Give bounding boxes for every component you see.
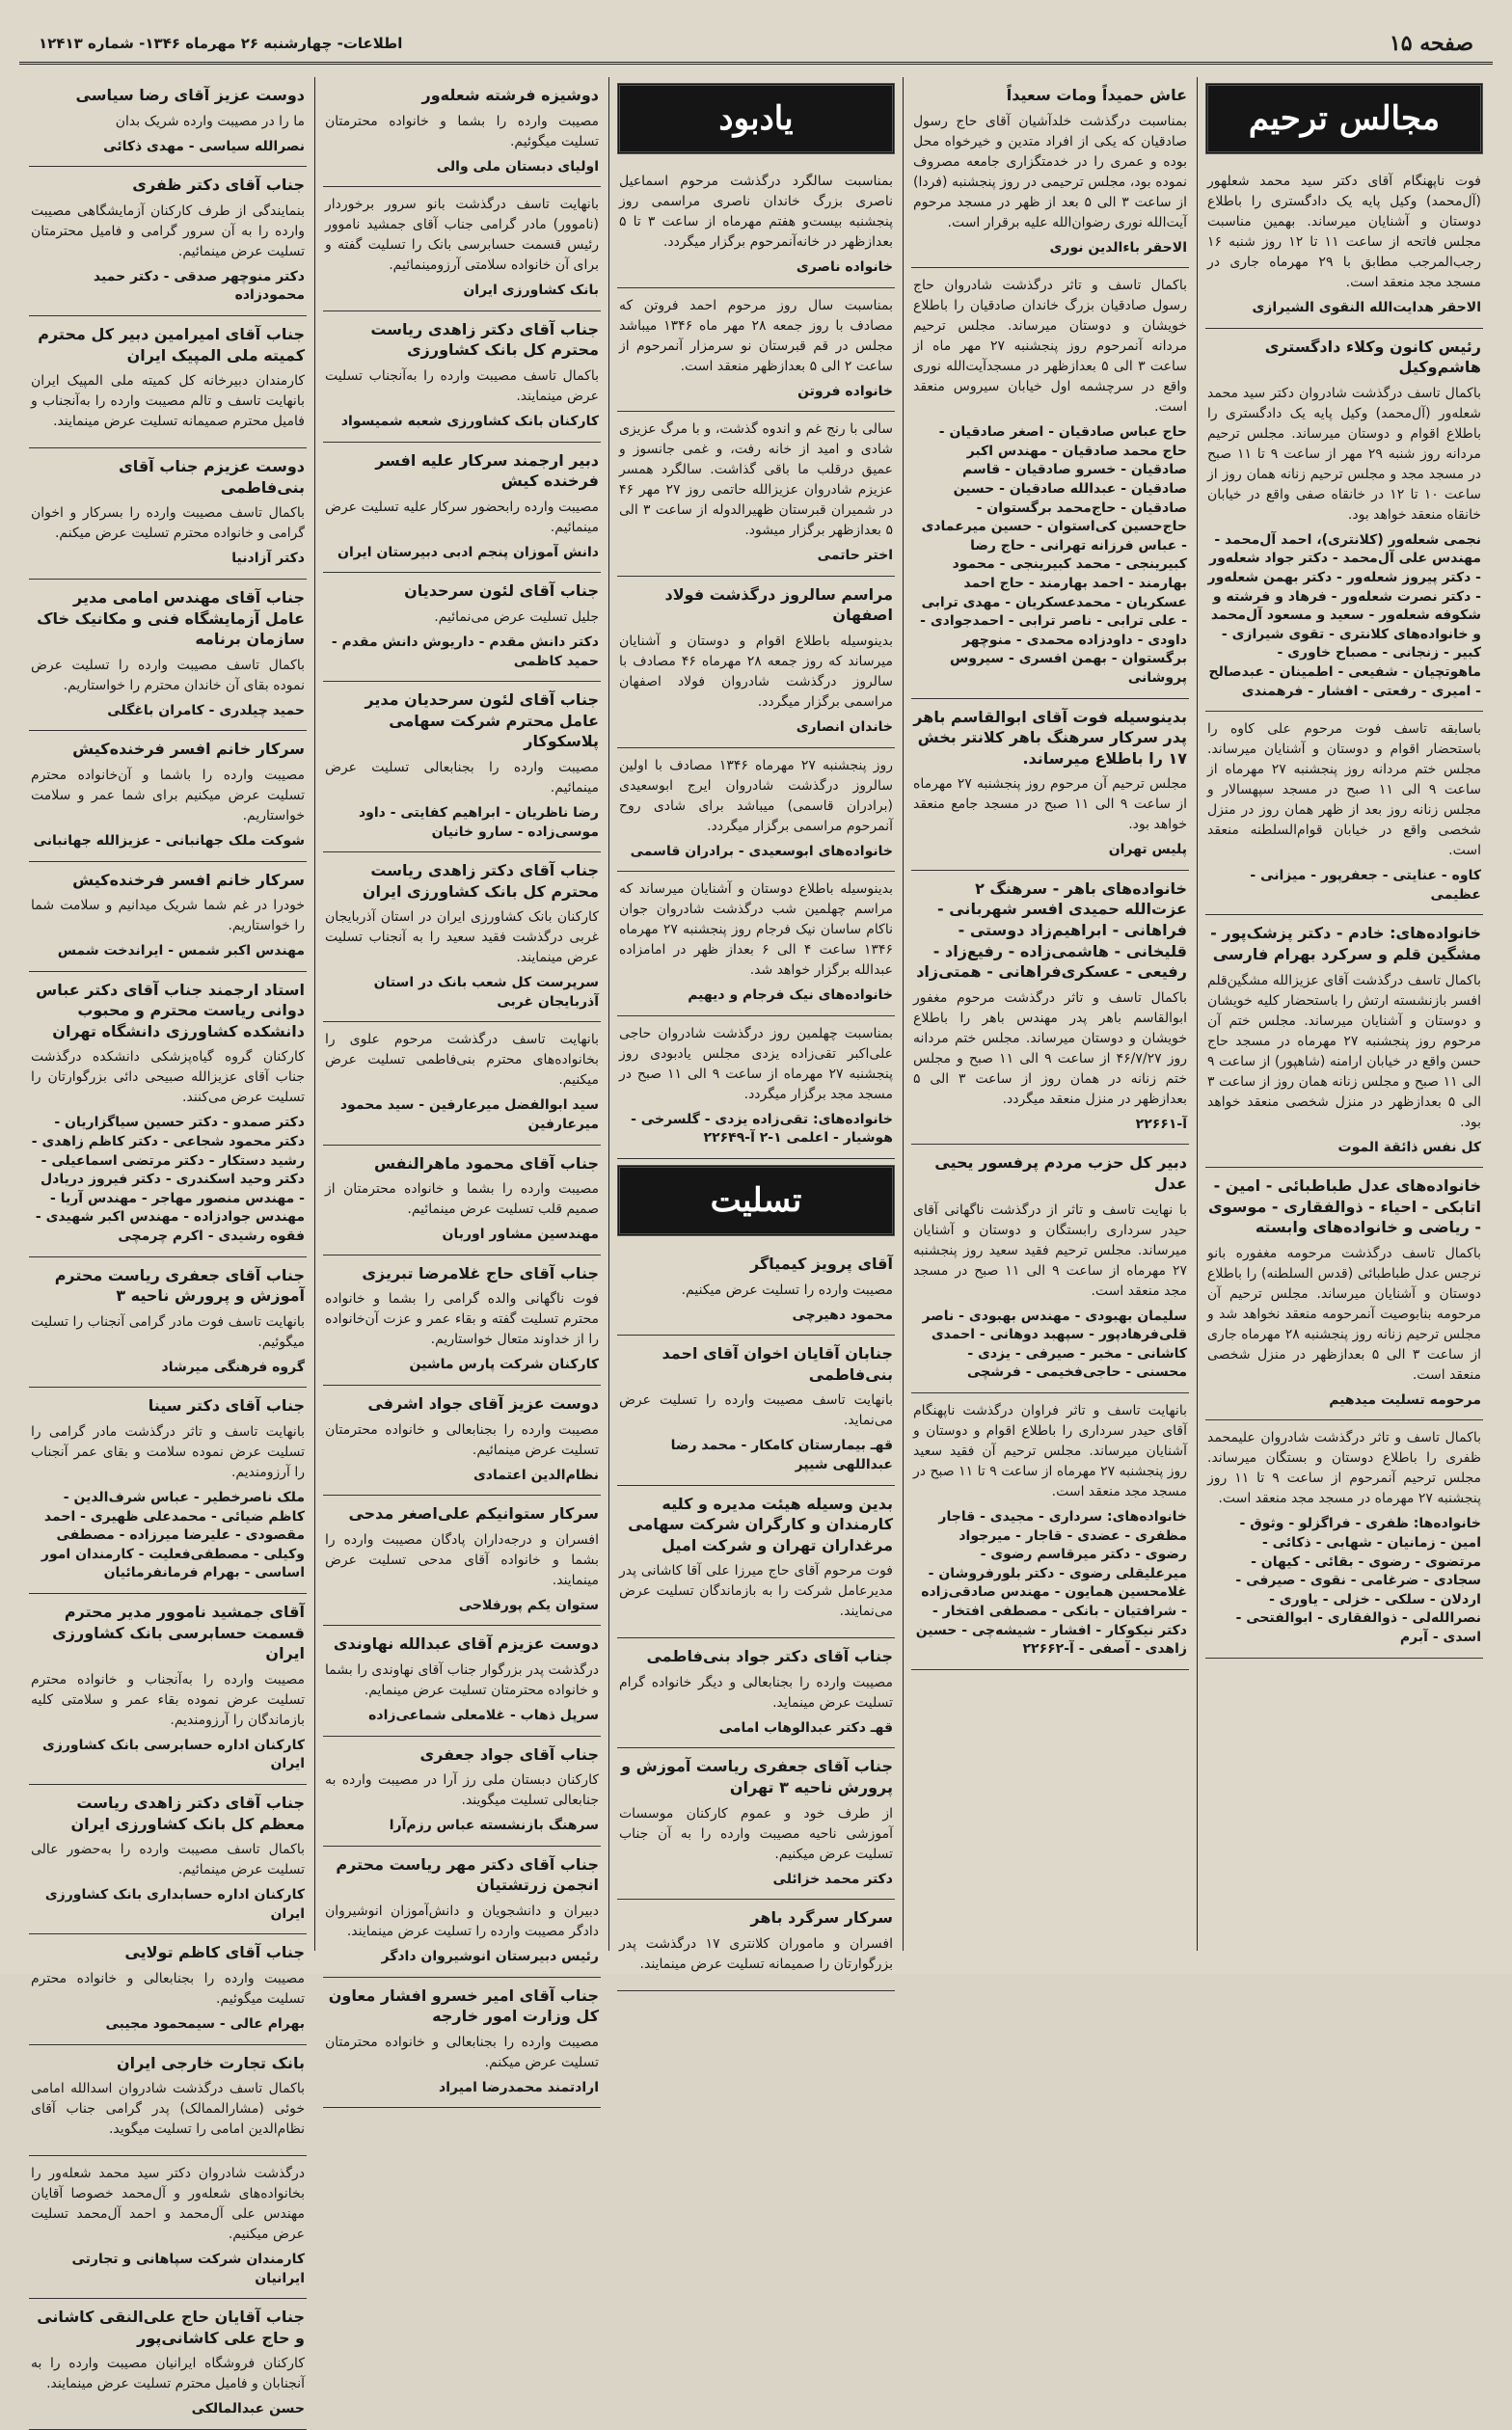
notice-title: جناب آقای دکتر زاهدی ریاست محترم کل بانک کشاورزی ایران [362,861,599,901]
notice-body: باکمال تاسف و تاثر درگذشت شادروان حاج رسول صادقیان بزرگ خاندان صادقیان را باطلاع خویشان و دوستان میرساند. مجلس ترحیم مردانه آنمرحوم روز پنجشنبه ۲۷ مهر ماه از ساعت ۳ الی ۵ بعدازظهر در مسجدآیت‌الله نوری واقع در سرچشمه اول خیابان سیروس منعقد است. [913,278,1187,416]
notice-title: بدین وسیله هیئت مدیره و کلیه کارمندان و کارگران شرکت سهامی مرغداران تهران و شرکت امیل [628,1494,893,1554]
notice-title: جناب آقای محمود ماهرالنفس [373,1153,599,1173]
notice-signature: محمود دهیرچی [792,1307,893,1323]
notice-signature: نجمی شعله‌ور (کلانتری)، احمد آل‌محمد - مهندس علی آل‌محمد - دکتر جواد شعله‌ور - دکتر پیروز شعله‌ور - دکتر بهمن شعله‌ور - دکتر نصرت شعله‌ور - فرهاد و فرشته و شکوفه شعله‌ور - سعید و مسعود آل‌محمد و خانواده‌های کلانتری - تقوی شیرازی - کبیر - زنجانی - مصباح خاوری - ماهوتچیان - شفیعی - اطمینان - عبدصالح - امیری - رفعتی - افشار - فرهمندی [1207,531,1481,699]
columns-container [21,77,1491,2417]
notice-title: دوست عزیزم جناب آقای بنی‌فاطمی [119,457,305,497]
notice-signature: کارکنان اداره حسابرسی بانک کشاورزی ایران [41,1737,305,1772]
notice-signature: ملک ناصرخطیر - عباس شرف‌الدین - کاظم ضیائی - محمدعلی ظهیری - احمد مقصودی - علیرضا میرزاده - مصطفی وکیلی - مصطفی‌فعلیت - کارمندان امور اساسی - بهرام فرمانفرمائیان [40,1490,305,1581]
notice [323,1386,601,1496]
notice-body: بانهایت تاسف درگذشت مرحوم علوی را بخانواده‌های محترم بنی‌فاطمی تسلیت عرض میکنیم. [325,1032,599,1089]
notice-title: دوشیزه فرشته شعله‌ور [421,86,599,104]
notice-body: باکمال تاسف و تاثر درگذشت مرحوم مغفور ابوالقاسم باهر پدر مهندس باهر را باطلاع خویشان و دوستان میرساند. مجلس ختم مردانه روز ۴۶/۷/۲۷ از ساعت ۹ الی ۱۱ صبح و مجلس ختم زنانه در همان روز از ساعت ۳ الی ۵ بعدازظهر در منزل منعقد میگردد. [913,989,1188,1107]
notice-body: مصیبت وارده را بجنابعالی و خانواده محترم تسلیت میگوئیم. [31,1970,305,2007]
notice [29,972,307,1257]
notice-title: خانواده‌های عدل طباطبائی - امین - اتابکی - احیاء - ذوالفقاری - موسوی - ریاضی و خانواده‌های وابسته [1207,1176,1481,1237]
notice-title: بدینوسیله فوت آقای ابوالقاسم باهر پدر سرکار سرهنگ باهر کلانتر بخش ۱۷ را باطلاع میرساند. [913,707,1187,768]
notice-body: فوت مرحوم آقای حاج میرزا علی آقا کاشانی پدر مدیرعامل شرکت را به بازماندگان تسلیت عرض می‌نمایند. [619,1563,893,1620]
notice [323,852,601,1022]
notice-body: باکمال تاسف درگذشت مرحومه مغفوره بانو نرجس عدل طباطبائی (قدس السلطنه) را باطلاع دوستان و آشنایان میرساند. مجلس ترحیم آن مرحومه بنابوصیت آنمرحومه منعقد نخواهد شد و مجلس ترحیم زنانه روز پنجشنبه ۲۸ مهرماه جاری از ساعت ۳ الی ۵ بعدازظهر در منزل شخصی منعقد است. [1207,1245,1481,1383]
notice-body: بنمایندگی از طرف کارکنان آزمایشگاهی مصیبت وارده را به آن سرور گرامی و فامیل محترمتان تسلیت عرض مینمائیم. [31,202,305,259]
notice-body: بمناسبت چهلمین روز درگذشت شادروان حاجی علی‌اکبر تقی‌زاده یزدی مجلس یادبودی روز پنجشنبه ۲۷ مهرماه از ساعت ۹ الی ۱۱ صبح در مسجد مجد برگزار میگردد. [619,1025,894,1102]
notice-body: باکمال تاسف مصیبت وارده را تسلیت عرض نموده بقای آن خاندان محترم را خواستاریم. [31,657,305,693]
notice-signature: خانواده ناصری [796,259,893,275]
column-4 [314,77,608,2095]
notice [323,1022,601,1145]
column-5 [21,77,314,2417]
notice [617,288,895,413]
notice-title: خانواده‌های: خادم - دکتر پزشک‌پور - مشگین قلم و سرکرد بهرام فارسی [1210,924,1481,963]
notice-signature: سرپل ذهاب - غلامعلی شماعی‌زاده [368,1708,599,1723]
notice-title: دوست عزیز آقای رضا سیاسی [75,86,305,104]
notice [617,872,895,1016]
notice-title: جناب آقای لئون سرحدیان مدیر عامل محترم شرکت سهامی پلاسکوکار [364,690,599,751]
notice-body: مصیبت وارده را بشما و خانواده محترمتان تسلیت میگوئیم. [325,113,599,149]
notice-body: مصیبت وارده را بجنابعالی و خانواده محترمتان تسلیت عرض میکنم. [325,2034,599,2070]
notice [911,1145,1189,1393]
notice-body: با نهایت تاسف و تاثر از درگذشت ناگهانی آقای حیدر سرداری رابستگان و دوستان و آشنایان میرساند. مجلس ترحیم فقید سعید روز پنجشنبه ۲۷ مهرماه از ساعت ۹ الی ۱۱ صبح در مسجد مجد منعقد است. [913,1202,1187,1299]
notice [323,1146,601,1256]
notice-body: فوت ناپهنگام آقای دکتر سید محمد شعلهور (آل‌محمد) وکیل پایه یک دادگستری را باطلاع دوستان و آشنایان میرساند. بهمین مناسبت مجلس فاتحه از ساعت ۱۱ تا ۱۲ روز شنبه ۱۶ رجب‌المرجب مطابق با ۲۹ مهرماه جاری در مسجد مجد منعقد است. [1207,174,1482,290]
notice-title: سرکار ستوانیکم علی‌اصغر مدحی [348,1504,599,1524]
notice [323,682,601,852]
notice-body: مصیبت وارده را بجنابعالی تسلیت عرض مینمائیم. [325,759,599,796]
notice-title: دبیر ارجمند سرکار علیه افسر فرخنده کیش [375,450,599,491]
notice-signature: دکتر صمدو - دکتر حسین سیاگزاریان - دکتر محمود شجاعی - دکتر کاظم زاهدی - رشید دستکار - دکتر مرتضی اسماعیلی - دکتر وحید اسکندری - دکتر فیروز دریادل - مهندس منصور مهاجر - مهندس آریا - مهندس جوادزاده - مهندس اکبر شهیدی - فقوه رشیدی - اکرم چرمچی [31,1115,305,1245]
masthead [19,29,1493,65]
notice [617,1486,895,1639]
notice-signature: حسن عبدالمالکی [191,2401,305,2417]
section-banner: یادبود [617,83,895,154]
notice-title: جناب آقای دکتر سینا [148,1396,305,1416]
notice-body: بانهایت تاسف و تاثر فراوان درگذشت ناپهنگام آقای حیدر سرداری را باطلاع اقوام و دوستان و آشنایان میرساند. مجلس ترحیم آن فقید سعید روز پنجشنبه ۲۷ مهرماه از ساعت ۹ تا ۱۱ صبح در مسجد مجد منعقد است. [913,1403,1188,1499]
notice-title: آقای جمشید ناموور مدیر محترم قسمت حسابرسی بانک کشاورزی ایران [52,1602,305,1663]
notice-signature: قهـ بیمارستان کامکار - محمد رضا عبداللهی شیپر [670,1438,893,1472]
notice-signature: سید ابوالفضل میرعارفین - سید محمود میرعارفین [339,1097,599,1133]
notice [29,1388,307,1594]
notice-signature: مهندس اکبر شمس - ایراندخت شمس [57,943,305,959]
notice-body: بدینوسیله باطلاع دوستان و آشنایان میرساند که مراسم چهلمین شب درگذشت شادروان جوان ناکام ساسان نیک فرجام روز پنجشنبه ۲۷ مهرماه ۱۳۴۶ ساعت ۴ الی ۶ بعداز ظهر در امامزاده عبدالله برگزار خواهد شد. [619,881,894,979]
notice-signature: اختر حاتمی [817,548,893,564]
notice [1205,915,1483,1168]
notice-body: باکمال تاسف درگذشت شادروان دکتر سید محمد شعله‌ور (آل‌محمد) وکیل پایه یک دادگستری را باطلاع اقوام و دوستان میرساند. مجلس ترحیم مردانه روز شنبه ۲۹ مهر از ساعت ۹ تا ۱۱ صبح در مسجد مجد و مجلس ترحیم زنانه همان روز از ساعت ۱۰ تا ۱۲ در خانقاه صفی واقع در خیابان خانقاه منعقد خواهد بود. [1207,385,1482,523]
notice [323,187,601,311]
notice-body: کارکنان فروشگاه ایرانیان مصیبت وارده را به آنجنابان و فامیل محترم تسلیت عرض مینمایند. [31,2356,305,2392]
notice-body: بانهایت تاسف درگذشت بانو سرور برخوردار (ناموور) مادر گرامی جناب آقای جمشید ناموور رئیس قسمت حسابرسی بانک را تسلیت گفته و برای آن خانواده سلامتی آرزومینمائیم. [325,197,599,274]
notice [323,1978,601,2109]
notice-signature: الاحقر هدایت‌الله النقوی الشیرازی [1252,300,1481,315]
notice [323,1737,601,1847]
notice-title: جناب آقای دکتر مهر ریاست محترم انجمن زرتشتیان [336,1854,599,1895]
column-3 [608,77,903,1972]
notice-body: باکمال تاسف و تاثر درگذشت شادروان علیمحمد ظفری را باطلاع دوستان و بستگان میرساند. مجلس ترحیم آنمرحوم از ساعت ۹ تا ۱۱ روز پنجشنبه ۲۷ مهرماه در مسجد مجد منعقد است. [1207,1430,1481,1507]
notice-signature: کارکنان بانک کشاورزی شعبه شمیسواد [340,413,599,429]
notice [323,1847,601,1978]
notice-signature: حاج عباس صادقیان - اصغر صادقیان - حاج محمد صادقیان - مهندس اکبر صادقیان - خسرو صادقیان - قاسم صادقیان - عبدالله صادقیان - حسین صادقیان - حاج‌محمد برگستوان - حاج‌حسین کی‌استوان - حسین میرعمادی - عباس فرزانه تهرانی - حاج رضا کبیرینجی - محمد کبیرینجی - محمود بهارمند - احمد بهارمند - حاج احمد عسکریان - محمدعسکریان - مهدی ترابی - علی ترابی - ناصر ترابی - احمدجوادی - داودی - داودزاده محمدی - منوچهر برگستوان - بهمن افسری - سیروس پروشانی [920,424,1187,686]
notice [1205,329,1483,713]
notice-signature: دانش آموزان پنجم ادبی دبیرستان ایران [338,544,599,560]
notice-body: دبیران و دانشجویان و دانش‌آموزان انوشیروان دادگر مصیبت وارده را تسلیت عرض مینمایند. [325,1903,599,1939]
notice [29,77,307,167]
notice-body: بانهایت تاسف و تاثر درگذشت مادر گرامی را تسلیت عرض نموده سلامت و بقای عمر آنجناب را آرزومندیم. [31,1424,305,1480]
notice-body: باسابقه تاسف فوت مرحوم علی کاوه را باستحضار اقوام و دوستان و آشنایان میرساند. مجلس ختم مردانه روز پنجشنبه ۲۷ مهرماه از ساعت ۹ الی ۱۱ صبح در مسجد سپهسالار و مجلس زنانه روز بعد از ظهر همان روز در منزل شخصی واقع در خیابان قوام‌السلطنه منعقد است. [1207,721,1481,859]
dateline: اطلاعات- چهارشنبه ۲۶ مهرماه ۱۳۴۶- شماره ۱۲۴۱۳ [39,35,403,52]
notice-title: دبیر کل حزب مردم پرفسور یحیی عدل [934,1153,1187,1194]
notice-body: کارکنان دبستان ملی رز آرا در مصیبت وارده به جنابعالی تسلیت میگویند. [325,1772,599,1809]
notice-signature: خانواده‌ها: ظفری - فراگزلو - وثوق - امین - زمانیان - شهابی - ذکائی - مرتضوی - رضوی - بقائی - کیهان - سجادی - ضرغامی - نقوی - صیرفی - اردلان - سلکی - خزلی - یاوری - نصرالله‌لی - ذوالفقاری - ابوالفتحی - اسدی - آبرم [1235,1516,1481,1646]
notice-title: آقای پرویز کیمیاگر [750,1254,893,1273]
notice [323,573,601,682]
notice-title: جناب آقای دکتر زاهدی ریاست محترم کل بانک کشاورزی [370,319,599,360]
notice-title: سرکار خانم افسر فرخنده‌کیش [72,740,305,759]
section-banner: تسلیت [617,1165,895,1236]
notice [911,77,1189,268]
notice-body: خودرا در غم شما شریک میدانیم و سلامت شما را خواستاریم. [31,898,305,934]
notice-title: جناب آقایان حاج علی‌النقی کاشانی و حاج علی کاشانی‌پور [37,2308,305,2347]
notice [29,1257,307,1389]
notice [29,2156,307,2299]
notice-body: مصیبت وارده را بجنابعالی و دیگر خانواده گرام تسلیت عرض مینماید. [619,1674,893,1711]
notice-signature: دکتر منوچهر صدقی - دکتر حمید محمودزاده [93,268,305,304]
notice-body: کارکنان گروه گیاه‌پزشکی دانشکده درگذشت جناب آقای عزیزالله صبیحی دائی بزرگوارتان را تسلیت عرض می‌کنند. [31,1049,305,1106]
notice-body: جلیل تسلیت عرض می‌نمائیم. [434,608,599,625]
notice-title: سرکار خانم افسر فرخنده‌کیش [72,870,305,889]
notice-signature: مرحومه تسلیت میدهیم [1329,1391,1481,1408]
notice-signature: پلیس تهران [1108,842,1187,858]
notice-signature: کارکنان اداره حسابداری بانک کشاورزی ایران [44,1887,305,1922]
notice-body: بدینوسیله باطلاع اقوام و دوستان و آشنایان میرساند که روز جمعه ۲۸ مهرماه ۴۶ مصادف با سالروز درگذشت شادروان فولاد اصفهان مراسمی برگزار میگردد. [619,633,894,710]
notice-title: خانواده‌های باهر - سرهنگ ۲ عزت‌الله حمیدی افسر شهربانی - فراهانی - ابراهیم‌زاد دوستی - قلیخانی - هاشمی‌زاده - رفیع‌زاد - رفیعی - عسکری‌فراهانی - همتی‌زاد [916,878,1187,982]
column-1 [1197,77,1491,1951]
notice-title: جناب آقای حاج غلامرضا تبریزی [362,1263,599,1282]
notice-signature: خاندان انصاری [796,718,893,735]
notice-body: مصیبت وارده رابحضور سرکار علیه تسلیت عرض مینمائیم. [325,499,599,535]
notice-signature: کاوه - عنایتی - جعفرپور - میزانی - عظیمی [1250,868,1481,903]
notice [323,1626,601,1736]
notice [29,580,307,731]
notice [29,316,307,448]
notice [617,1246,895,1336]
notice-body: مصیبت وارده را به‌آنجناب و خانواده محترم تسلیت عرض نموده بقاء عمر و سلامتی کلیه بازماندگان را آرزومندیم. [31,1671,305,1728]
notice-body: باکمال تاسف درگذشت آقای عزیزالله مشگین‌قلم افسر بازنشسته ارتش را باستحضار کلیه خویشان و دوستان و آشنایان میرساند. مجلس ختم آن مرحوم روز پنجشنبه ۲۷ مهرماه در مسجد حاج حسن واقع در خیابان ارامنه (شاهپور) از ساعت ۹ الی ۱۱ صبح و مجلس زنانه همان روز از ساعت ۳ الی ۵ بعدازظهر در منزل شخصی منعقد خواهد بود. [1207,972,1482,1130]
notice-title: دوست عزیز آقای جواد اشرفی [367,1394,599,1414]
notice-title: جناب آقای مهندس امامی مدیر عامل آزمایشگاه فنی و مکانیک خاک سازمان برنامه [37,587,305,649]
notice-body: افسران و درجه‌داران پادگان مصیبت وارده را بشما و خانواده آقای مدحی تسلیت عرض مینمایند. [325,1531,599,1588]
notice [617,577,895,748]
notice [617,1016,895,1159]
notice-signature: خانواده فروتن [797,383,893,399]
notice-body: مصیبت وارده را باشما و آن‌خانواده محترم تسلیت عرض میکنیم برای شما عمر و سلامت خواستاریم. [31,767,305,824]
notice [617,1638,895,1748]
notice-body: افسران و ماموران کلانتری ۱۷ درگذشت پدر بزرگوارتان را صمیمانه تسلیت عرض مینمایند. [619,1935,893,1972]
notice-title: عاش حمیداً ومات سعیداً [1006,86,1187,104]
notice [1205,712,1483,915]
notice-body: کارکنان بانک کشاورزی ایران در استان آذربایجان غربی درگذشت فقید سعید را به آنجناب تسلیت عرض مینمایند. [325,909,599,966]
notice-signature: گروه فرهنگی میرشاد [161,1359,305,1375]
notice-body: مجلس ترحیم آن مرحوم روز پنجشنبه ۲۷ مهرماه از ساعت ۹ الی ۱۱ صبح در مسجد جامع منعقد خواهد بود. [913,776,1188,833]
notice-title: جناب آقای امیر خسرو افشار معاون کل وزارت امور خارجه [328,1985,599,2026]
notice [29,731,307,861]
notice-title: دوست عزیزم آقای عبدالله نهاوندی [333,1634,599,1654]
notice-body: ما را در مصیبت وارده شریک بدان [115,113,305,129]
notice-signature: بهرام عالی - سیمحمود مجیبی [105,2015,305,2032]
notice-title: بانک تجارت خارجی ایران [116,2053,305,2072]
notice [617,748,895,873]
notice-signature: مهندسین مشاور اوربان [442,1227,599,1243]
notice-body: روز پنجشنبه ۲۷ مهرماه ۱۳۴۶ مصادف با اولین سالروز درگذشت شادروان ایرج ابوسعیدی (برادران قاسمی) میباشد برای شادی روح آنمرحوم مراسمی برگزار میگردد. [619,757,893,834]
notice-signature: ستوان یکم پورفلاحی [458,1597,599,1613]
notice-signature: خانواده‌های نیک فرجام و دیهیم [688,987,893,1004]
notice-body: بمناسبت درگذشت خلدآشیان آقای حاج رسول صادقیان که یکی از افراد متدین و خیرخواه محل بوده و عمری را در خدمتگزاری جامعه مصروف نموده بود، مجلس ترحیمی در روز پنجشنبه (فردا) از ساعت ۳ الی ۵ بعد از ظهر در مسجد مرحوم آیت‌الله نوری رضوان‌الله علیه برقرار است. [913,113,1187,230]
notice-title: استاد ارجمند جناب آقای دکتر عباس دوانی ریاست محترم و محبوب دانشکده کشاورزی دانشگاه تهران [36,980,305,1040]
notice-signature: قهـ دکتر عبدالوهاب امامی [718,1719,893,1736]
notice-signature: خانواده‌های ابوسعیدی - برادران قاسمی [630,843,893,859]
notice-title: رئیس کانون وکلاء دادگستری هاشم‌وکیل [1264,337,1481,377]
notice-signature: دکتر دانش مقدم - داریوش دانش مقدم - حمید کاظمی [331,634,599,669]
notice [911,1393,1189,1670]
notice-body: بانهایت تاسف فوت مادر گرامی آنجناب را تسلیت میگوئیم. [31,1313,305,1350]
notice-body: مصیبت وارده را بجنابعالی و خانواده محترمتان تسلیت عرض مینمائیم. [325,1421,599,1458]
notice [29,2299,307,2430]
notice-body: کارمندان دبیرخانه کل کمیته ملی المپیک ایران بانهایت تاسف و تالم مصیبت وارده را به‌آنجناب و فامیل محترم صمیمانه تسلیت عرض مینمایند. [31,373,305,430]
notice-body: مصیبت وارده را بشما و خانواده محترمتان از صمیم قلب تسلیت عرض مینمائیم. [325,1181,599,1218]
notice [911,699,1189,871]
notice [29,2045,307,2157]
notice [1205,164,1483,329]
notice-signature: دکتر محمد خزائلی [772,1871,893,1887]
notice-title: جناب آقای دکتر جواد بنی‌فاطمی [646,1647,893,1666]
notice [617,412,895,577]
notice [29,167,307,316]
notice-body: بانهایت تاسف مصیبت وارده را تسلیت عرض می‌نماید. [619,1392,893,1429]
notice-title: جناب آقای جعفری ریاست آموزش و پرورش ناحیه ۳ تهران [621,1757,893,1797]
notice-body: درگذشت شادروان دکتر سید محمد شعله‌ور را بخانواده‌های شعله‌ور و آل‌محمد خصوصا آقایان مهندس علی آل‌محمد و احمد آل‌محمد تسلیت عرض میکنیم. [31,2166,305,2243]
notice-title: جناب آقای کاظم تولایی [124,1943,305,1962]
notice [617,1336,895,1485]
notice-title: جناب آقای دکتر زاهدی ریاست معظم کل بانک کشاورزی ایران [70,1793,305,1833]
notice [911,268,1189,698]
notice-body: باکمال تاسف درگذشت شادروان اسدالله امامی خوئی (مشارالممالک) پدر گرامی جناب آقای نظام‌الدین امامی را تسلیت میگوید. [31,2081,305,2138]
notice-signature: کل نفس ذائقة الموت [1337,1139,1481,1155]
notice-title: سرکار سرگرد باهر [750,1908,893,1928]
notice-body: باکمال تاسف مصیبت وارده را به‌آنجناب تسلیت عرض مینمایند. [325,367,599,404]
notice-signature: سرهنگ بازنشسته عباس رزم‌آرا [389,1818,599,1834]
notice-signature: سرپرست کل شعب بانک در استان آذربایجان غربی [373,975,599,1010]
notice-title: جناب آقای امیرامین دبیر کل محترم کمیته ملی المپیک ایران [38,324,305,364]
notice [617,1900,895,1991]
notice [29,1934,307,2044]
notice-signature: کارمندان شرکت سپاهانی و تجارتی ایرانیان [71,2252,305,2286]
notice-signature: رضا ناظریان - ابراهیم کفایتی - داود موسی‌زاده - سارو خانیان [358,804,599,840]
notice-signature: اولیای دبستان ملی والی [436,158,599,175]
notice-signature: سلیمان بهبودی - مهندس بهبودی - ناصر قلی‌فرهادپور - سپهبد دوهانی - احمدی کاشانی - مخبر - صیرفی - یزدی - محسنی - حاجی‌فخیمی - فرشچی [922,1308,1187,1381]
notice-title: جناب آقای جواد جعفری [419,1744,599,1764]
notice-signature: شوکت ملک جهانبانی - عزیزالله جهانبانی [33,832,305,849]
notice-body: از طرف خود و عموم کارکنان موسسات آموزشی ناحیه مصیبت وارده را به آن جناب تسلیت عرض میکنیم. [619,1805,893,1862]
notice-signature: ارادتمند محمدرضا امیراد [439,2079,599,2095]
notice-signature: بانک کشاورزی ایران [463,283,599,299]
notice [323,443,601,574]
notice-title: جنابان آقایان اخوان آقای احمد بنی‌فاطمی [662,1344,893,1384]
notice [911,871,1189,1146]
notice-signature: خانواده‌های: سرداری - مجیدی - قاجار مظفری - عضدی - قاجار - میرجواد رضوی - دکتر میرقاسم رضوی - میرعلیقلی رضوی - دکتر بلورفروشان - غلامحسین همایون - مهندس صادقی‌زاده - شرافتیان - بانکی - مصطفی افتخار - دکتر نیکوکار - افشار - شیشه‌چی - حسین زاهدی - آصفی - آ-۲۲۶۶۲ [915,1509,1187,1658]
notice-title: جناب آقای دکتر ظفری [132,176,305,195]
notice-title: جناب آقای لئون سرحدیان [404,581,599,601]
notice [29,1594,307,1785]
column-2 [903,77,1197,1951]
notice-signature: نصرالله سیاسی - مهدی ذکائی [103,138,305,154]
notice-signature: دکتر آزادنیا [231,551,305,567]
notice-body: فوت ناگهانی والده گرامی را بشما و خانواده محترم تسلیت گفته و بقاء عمر و عزت آن‌خانواده را از خداوند متعال خواستاریم. [325,1291,599,1348]
notice-body: درگذشت پدر بزرگوار جناب آقای نهاوندی را بشما و خانواده محترمتان تسلیت عرض مینمایم. [325,1662,599,1698]
page-number: صفحه ۱۵ [1389,31,1473,56]
notice-signature: آ-۲۲۶۶۱ [1135,1116,1187,1132]
notice [323,1496,601,1626]
notice-body: باکمال تاسف مصیبت وارده را بسرکار و اخوان گرامی و خانواده محترم تسلیت عرض میکنم. [31,505,305,542]
notice [323,311,601,443]
notice-body: بمناسبت سالگرد درگذشت مرحوم اسماعیل ناصری بزرگ خاندان ناصری مراسمی روز پنجشنبه بیست‌و هفتم مهرماه از ساعت ۳ تا ۵ بعدازظهر در خانه‌آنمرحوم برگزار میگردد. [619,174,894,250]
notice-signature: کارکنان شرکت پارس ماشین [409,1357,599,1373]
notice [323,1256,601,1386]
notice [617,164,895,288]
notice [29,448,307,580]
notice-signature: رئیس دبیرستان انوشیروان دادگر [381,1948,599,1964]
notice-signature: خانواده‌های: تقی‌زاده یزدی - گلسرخی - هوشیار - اعلمی ۱-۲ آ-۲۲۶۴۹ [631,1111,893,1147]
notice [617,1748,895,1900]
notice-body: بمناسبت سال روز مرحوم احمد فروتن که مصادف با روز جمعه ۲۸ مهر ماه ۱۳۴۶ میباشد مجلس در قم قبرستان نو سرمزار آنمرحوم از ساعت ۲ الی ۵ بعدازظهر منعقد است. [619,297,893,374]
section-banner: مجالس ترحیم [1205,83,1483,154]
notice [1205,1168,1483,1420]
notice-body: سالی با رنج غم و اندوه گذشت، و با مرگ عزیزی شادی و امید از خانه رفت، و غمی جانسوز و عمیق درقلب ما باقی گذاشت. سالگرد همسر عزیزم شادروان عزیزالله حاتمی روز ۲۷ مهر ۴۶ در شمیران قبرستان ظهیرالدوله از ساعت ۳ الی ۵ بعدازظهر برگزار میشود. [619,421,894,539]
notice-body: باکمال تاسف مصیبت وارده را به‌حضور عالی تسلیت عرض مینمائیم. [31,1842,305,1878]
notice-title: جناب آقای جعفری ریاست محترم آموزش و پرورش ناحیه ۳ [54,1265,305,1306]
notice [29,1785,307,1934]
notice-title: مراسم سالروز درگذشت فولاد اصفهان [664,584,893,625]
notice [1205,1420,1483,1658]
notice-body: مصیبت وارده را تسلیت عرض میکنیم. [681,1282,893,1298]
notice-signature: حمید چیلدری - کامران باغگلی [107,702,305,718]
notice [29,862,307,972]
notice [323,77,601,187]
notice-signature: نظام‌الدین اعتمادی [472,1467,599,1483]
notice-signature: الاحقر باءالدین نوری [1049,239,1187,256]
